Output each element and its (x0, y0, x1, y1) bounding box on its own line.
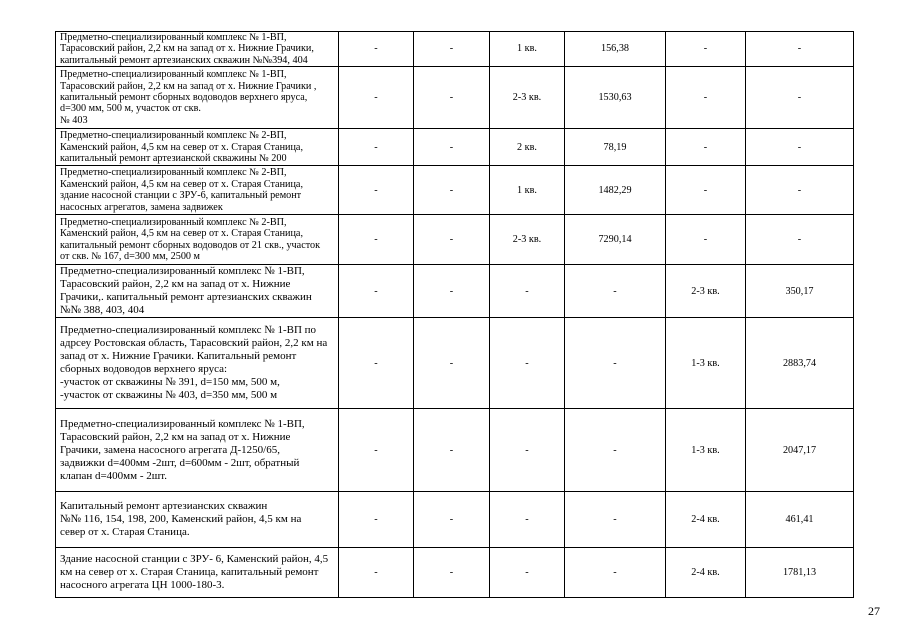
cell: - (339, 548, 414, 598)
row-description: Предметно-специализированный комплекс № 2-ВП, Каменский район, 4,5 км на север от х. Старая Станица, здание насосной станции с ЗРУ-6, капитальный ремонт насосных агрегатов, замена задвижек (56, 166, 339, 215)
cell: - (339, 129, 414, 166)
cell: - (414, 492, 490, 548)
cell: - (414, 215, 490, 265)
table-row (56, 548, 854, 598)
cell: - (746, 67, 854, 129)
cell: 350,17 (746, 265, 854, 318)
cell: - (339, 166, 414, 215)
cell: - (414, 318, 490, 409)
cell: - (746, 129, 854, 166)
cell: - (339, 318, 414, 409)
row-description: Предметно-специализированный комплекс № 2-ВП, Каменский район, 4,5 км на север от х. Старая Станица, капитальный ремонт сборных водоводов от 21 скв., участок от скв. № 167, d=300 мм, 2500 м (56, 215, 339, 265)
cell: - (565, 265, 666, 318)
cell: 2047,17 (746, 409, 854, 492)
row-description: Капитальный ремонт артезианских скважин №№ 116, 154, 198, 200, Каменский район, 4,5 км на север от х. Старая Станица. (56, 492, 339, 548)
cell: 2 кв. (490, 129, 565, 166)
cell: - (490, 265, 565, 318)
row-description: Предметно-специализированный комплекс № 1-ВП по адрсеу Ростовская область, Тарасовский район, 2,2 км на запад от х. Нижние Грачики. Капитальный ремонт сборных водоводов верхнего яруса: -участок от скважины № 391, d=150 мм, 500 м, -участок от скважины № 403, d=350 мм, 500 м (56, 318, 339, 409)
cell: - (414, 265, 490, 318)
cell: - (414, 166, 490, 215)
cell: 1530,63 (565, 67, 666, 129)
cell: 1482,29 (565, 166, 666, 215)
row-description: Здание насосной станции с ЗРУ- 6, Каменский район, 4,5 км на север от х. Старая Станица, капитальный ремонт насосного агрегата ЦН 1000-180-3. (56, 548, 339, 598)
cell: 1-3 кв. (666, 409, 746, 492)
row-description: Предметно-специализированный комплекс № 2-ВП, Каменский район, 4,5 км на север от х. Старая Станица, капитальный ремонт артезианской скважины № 200 (56, 129, 339, 166)
row-description: Предметно-специализированный комплекс № 1-ВП, Тарасовский район, 2,2 км на запад от х. Нижние Грачики , капитальный ремонт сборных водоводов верхнего яруса, d=300 мм, 500 м, участок от скв. № 403 (56, 67, 339, 129)
table-row (56, 409, 854, 492)
cell: - (414, 129, 490, 166)
table-row (56, 67, 854, 129)
cell: 461,41 (746, 492, 854, 548)
cell: - (565, 548, 666, 598)
cell: 2883,74 (746, 318, 854, 409)
cell: - (565, 492, 666, 548)
cell: 2-4 кв. (666, 548, 746, 598)
cell: 2-3 кв. (490, 67, 565, 129)
row-description: Предметно-специализированный комплекс № 1-ВП, Тарасовский район, 2,2 км на запад от х. Нижние Грачики,. капитальный ремонт артезианских скважин №№ 388, 403, 404 (56, 265, 339, 318)
cell: - (746, 215, 854, 265)
cell: 2-4 кв. (666, 492, 746, 548)
cell: - (746, 166, 854, 215)
cell: - (490, 492, 565, 548)
cell: - (414, 67, 490, 129)
cell: - (414, 32, 490, 67)
cell: 156,38 (565, 32, 666, 67)
cell: - (490, 409, 565, 492)
cell: 7290,14 (565, 215, 666, 265)
cell: - (490, 548, 565, 598)
cell: 2-3 кв. (666, 265, 746, 318)
cell: 78,19 (565, 129, 666, 166)
table-row (56, 215, 854, 265)
table-row (56, 265, 854, 318)
cell: - (666, 129, 746, 166)
cell: - (414, 548, 490, 598)
table-row (56, 492, 854, 548)
table-row (56, 129, 854, 166)
cell: 1781,13 (746, 548, 854, 598)
cell: - (414, 409, 490, 492)
cell: - (490, 318, 565, 409)
cell: - (666, 32, 746, 67)
cell: - (666, 166, 746, 215)
row-description: Предметно-специализированный комплекс № 1-ВП, Тарасовский район, 2,2 км на запад от х. Нижние Грачики, капитальный ремонт артезианских скважин №№394, 404 (56, 32, 339, 67)
cell: - (746, 32, 854, 67)
page-number: 27 (868, 604, 880, 618)
cell: 1-3 кв. (666, 318, 746, 409)
document-page (55, 31, 853, 598)
table-row (56, 32, 854, 67)
cell: - (339, 32, 414, 67)
row-description: Предметно-специализированный комплекс № 1-ВП, Тарасовский район, 2,2 км на запад от х. Нижние Грачики, замена насосного агрегата Д-1250/65, задвижки d=400мм -2шт, d=600мм - 2шт, обратный клапан d=400мм - 2шт. (56, 409, 339, 492)
cell: - (565, 409, 666, 492)
table-row (56, 318, 854, 409)
cell: - (565, 318, 666, 409)
cell: - (339, 265, 414, 318)
works-table (55, 31, 854, 598)
cell: 1 кв. (490, 166, 565, 215)
cell: - (339, 67, 414, 129)
cell: - (666, 215, 746, 265)
table-row (56, 166, 854, 215)
cell: - (339, 409, 414, 492)
cell: - (339, 215, 414, 265)
cell: 2-3 кв. (490, 215, 565, 265)
cell: 1 кв. (490, 32, 565, 67)
cell: - (339, 492, 414, 548)
cell: - (666, 67, 746, 129)
